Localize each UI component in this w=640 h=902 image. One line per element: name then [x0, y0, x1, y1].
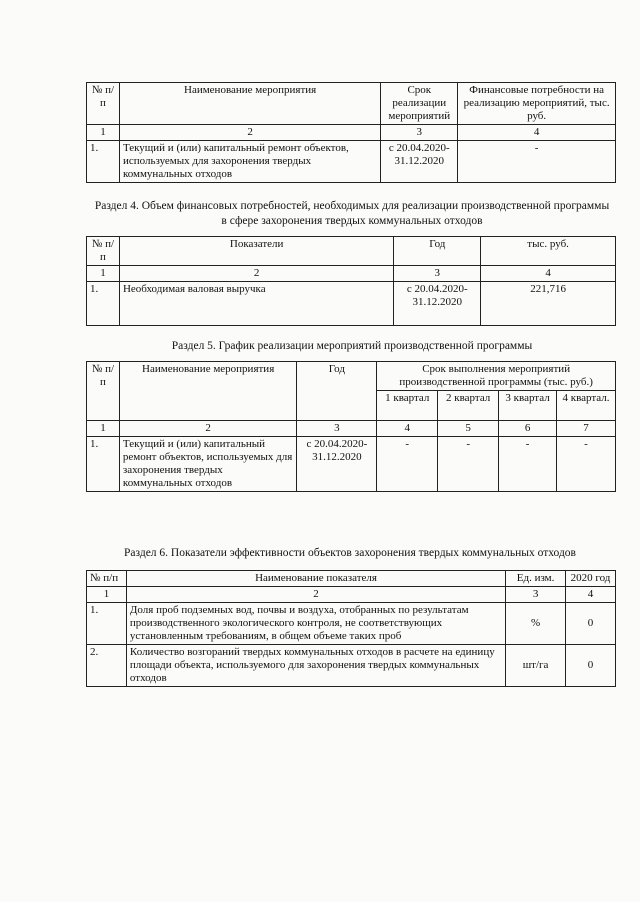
index-row [87, 421, 616, 437]
measure-finance: - [458, 141, 616, 183]
header-cell: Финансовые потребности на реализацию мероприятий, тыс. руб. [458, 83, 616, 125]
efficiency-value: 0 [566, 645, 616, 687]
measures-table [86, 82, 616, 183]
index-cell: 2 [119, 421, 296, 437]
efficiency-indicator-name: Количество возгораний твердых коммунальных отходов в расчете на единицу площади объекта, используемого для захоронения твердых коммунальных отходов [126, 645, 505, 687]
index-cell: 6 [499, 421, 557, 437]
table-header-row [87, 362, 616, 391]
row-number: 1. [87, 141, 120, 183]
row-number: 1. [87, 603, 127, 645]
table-row [87, 645, 616, 687]
index-cell: 5 [438, 421, 499, 437]
header-cell: Год [394, 237, 481, 266]
index-cell: 2 [119, 266, 393, 282]
index-cell: 1 [87, 266, 120, 282]
header-cell: № п/п [87, 571, 127, 587]
index-cell: 2 [119, 125, 380, 141]
index-cell: 4 [377, 421, 438, 437]
table-row [87, 437, 616, 492]
header-cell: Наименование мероприятия [119, 362, 296, 421]
schedule-measure-name: Текущий и (или) капитальный ремонт объектов, используемых для захоронения твердых коммунальных отходов [119, 437, 296, 492]
efficiency-value: 0 [566, 603, 616, 645]
header-cell: № п/п [87, 362, 120, 421]
header-cell: Наименование мероприятия [119, 83, 380, 125]
index-cell: 1 [87, 587, 127, 603]
measure-name: Текущий и (или) капитальный ремонт объектов, используемых для захоронения твердых коммунальных отходов [119, 141, 380, 183]
row-number: 1. [87, 282, 120, 326]
header-cell: Наименование показателя [126, 571, 505, 587]
index-cell: 4 [458, 125, 616, 141]
efficiency-indicator-name: Доля проб подземных вод, почвы и воздуха, отобранных по результатам производственного экологического контроля, не соответствующих установленным требованиям, в общем объеме таких проб [126, 603, 505, 645]
schedule-year: с 20.04.2020-31.12.2020 [297, 437, 377, 492]
header-cell: № п/п [87, 237, 120, 266]
index-cell: 3 [381, 125, 458, 141]
header-cell: Ед. изм. [506, 571, 566, 587]
section-6-title: Раздел 6. Показатели эффективности объектов захоронения твердых коммунальных отходов [124, 547, 576, 559]
index-cell: 3 [506, 587, 566, 603]
row-number: 1. [87, 437, 120, 492]
header-cell: тыс. руб. [481, 237, 616, 266]
header-cell: Срок выполнения мероприятий производственной программы (тыс. руб.) [377, 362, 616, 391]
quarter-2-header: 2 квартал [438, 391, 499, 421]
indicator-year: с 20.04.2020-31.12.2020 [394, 282, 481, 326]
index-cell: 1 [87, 421, 120, 437]
efficiency-unit: шт/га [506, 645, 566, 687]
quarter-1-value: - [377, 437, 438, 492]
quarter-3-value: - [499, 437, 557, 492]
efficiency-unit: % [506, 603, 566, 645]
header-cell: 2020 год [566, 571, 616, 587]
efficiency-table [86, 570, 616, 687]
index-cell: 4 [481, 266, 616, 282]
index-cell: 4 [566, 587, 616, 603]
quarter-4-header: 4 квартал. [557, 391, 616, 421]
index-cell: 7 [557, 421, 616, 437]
index-cell: 1 [87, 125, 120, 141]
quarter-3-header: 3 квартал [499, 391, 557, 421]
index-cell: 3 [297, 421, 377, 437]
index-row [87, 266, 616, 282]
section-4-title: Раздел 4. Объем финансовых потребностей, необходимых для реализации производственной программы в сфере захоронения твердых коммунальных отходов [94, 200, 610, 227]
table-row [87, 282, 616, 326]
finance-table [86, 236, 616, 326]
header-cell: Показатели [119, 237, 393, 266]
index-row [87, 125, 616, 141]
indicator-value: 221,716 [481, 282, 616, 326]
index-row [87, 587, 616, 603]
quarter-2-value: - [438, 437, 499, 492]
quarter-1-header: 1 квартал [377, 391, 438, 421]
table-header-row [87, 83, 616, 125]
table-row [87, 603, 616, 645]
header-cell: Срок реализации мероприятий [381, 83, 458, 125]
table-header-row [87, 571, 616, 587]
measure-period: с 20.04.2020-31.12.2020 [381, 141, 458, 183]
table-header-row [87, 237, 616, 266]
row-number: 2. [87, 645, 127, 687]
section-5-title: Раздел 5. График реализации мероприятий производственной программы [171, 340, 533, 352]
table-row [87, 141, 616, 183]
header-cell: Год [297, 362, 377, 421]
index-cell: 2 [126, 587, 505, 603]
header-cell: № п/п [87, 83, 120, 125]
quarter-4-value: - [557, 437, 616, 492]
schedule-table [86, 361, 616, 492]
index-cell: 3 [394, 266, 481, 282]
indicator-name: Необходимая валовая выручка [119, 282, 393, 326]
